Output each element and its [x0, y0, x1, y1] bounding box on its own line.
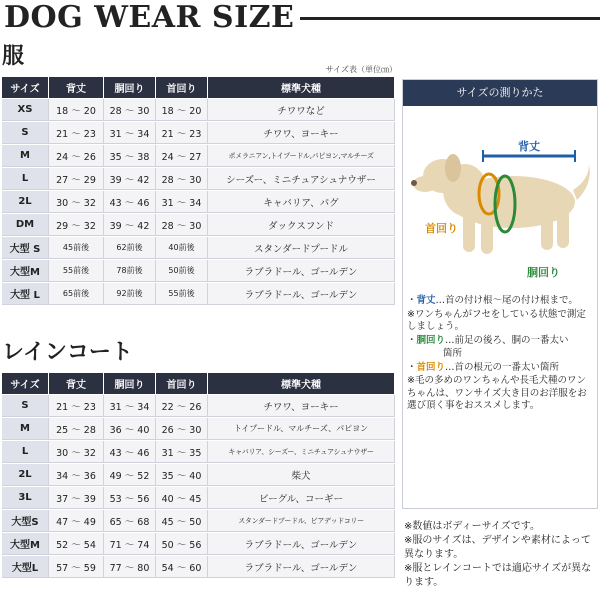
table-cell: 71 ～ 74	[104, 533, 156, 555]
size-cell: S	[2, 122, 49, 144]
table-row	[2, 533, 395, 555]
size-cell: DM	[2, 214, 49, 236]
breed-cell: 柴犬	[208, 464, 395, 486]
back-length-label: 背丈	[518, 140, 540, 153]
table-cell: 28 ～ 30	[156, 168, 208, 190]
back-note: ・背丈…首の付け根～尾の付け根まで。	[407, 295, 578, 306]
size-cell: L	[2, 441, 49, 463]
neck-text: …首の根元の一番太い箇所	[445, 361, 560, 373]
dog-illustration	[403, 110, 599, 310]
column-header: 胴回り	[104, 77, 156, 98]
table-cell: 35 ～ 38	[104, 145, 156, 167]
size-cell: 大型M	[2, 260, 49, 282]
table-cell: 22 ～ 26	[156, 395, 208, 417]
size-cell: M	[2, 418, 49, 440]
table-row	[2, 237, 395, 259]
back-text: …首の付け根～尾の付け根まで。	[435, 295, 578, 306]
measurement-notes	[407, 295, 595, 414]
table-row	[2, 99, 395, 121]
table-cell: 43 ～ 46	[104, 191, 156, 213]
table-row	[2, 145, 395, 167]
table-cell: 25 ～ 28	[49, 418, 104, 440]
table-row	[2, 418, 395, 440]
table-cell: 52 ～ 54	[49, 533, 104, 555]
table-cell: 31 ～ 34	[156, 191, 208, 213]
table-cell: 65前後	[49, 283, 104, 305]
breed-cell: スタンダードプードル、ビアデッドコリー	[208, 510, 395, 532]
size-cell: 2L	[2, 464, 49, 486]
size-cell: L	[2, 168, 49, 190]
title-rule	[300, 17, 600, 20]
body-note-continued: 箇所	[443, 348, 463, 359]
measurement-guide-panel	[402, 79, 598, 509]
table-cell: 50前後	[156, 260, 208, 282]
page-title: DOG WEAR SIZE	[4, 0, 295, 35]
breed-cell: ポメラニアン,トイプードル,パピヨン,マルチーズ	[208, 145, 395, 167]
body-note: ・胴回り…前足の後ろ、胴の一番太い	[407, 334, 569, 346]
table-cell: 65 ～ 68	[104, 510, 156, 532]
table-cell: 92前後	[104, 283, 156, 305]
table-cell: 47 ～ 49	[49, 510, 104, 532]
size-cell: 大型M	[2, 533, 49, 555]
breed-cell: シーズー、ミニチュアシュナウザー	[208, 168, 395, 190]
size-cell: XS	[2, 99, 49, 121]
raincoat-section-title: レインコート	[2, 340, 133, 365]
table-cell: 27 ～ 29	[49, 168, 104, 190]
column-header: 背丈	[49, 373, 104, 394]
column-header: サイズ	[2, 77, 49, 98]
breed-cell: ビーグル、コーギー	[208, 487, 395, 509]
measurement-guide-header: サイズの測りかた	[403, 80, 597, 106]
size-cell: 大型S	[2, 510, 49, 532]
table-cell: 21 ～ 23	[49, 395, 104, 417]
breed-cell: ダックスフンド	[208, 214, 395, 236]
breed-cell: スタンダードプードル	[208, 237, 395, 259]
table-cell: 45前後	[49, 237, 104, 259]
table-header-row	[2, 373, 395, 394]
clothes-section-title: 服	[2, 44, 25, 69]
table-cell: 77 ～ 80	[104, 556, 156, 578]
unit-note: サイズ表（単位㎝）	[325, 65, 397, 74]
size-cell: 大型 S	[2, 237, 49, 259]
column-header: 胴回り	[104, 373, 156, 394]
table-row	[2, 283, 395, 305]
size-cell: 3L	[2, 487, 49, 509]
back-extra-note: ※ワンちゃんがフセをしている状態で測定しましょう。	[407, 308, 586, 332]
table-row	[2, 556, 395, 578]
table-cell: 24 ～ 26	[49, 145, 104, 167]
table-cell: 30 ～ 32	[49, 191, 104, 213]
breed-cell: チワワ、ヨーキー	[208, 395, 395, 417]
table-row	[2, 168, 395, 190]
dog-silhouette	[411, 154, 590, 254]
table-row	[2, 441, 395, 463]
column-header: サイズ	[2, 373, 49, 394]
table-cell: 29 ～ 32	[49, 214, 104, 236]
table-row	[2, 122, 395, 144]
table-row	[2, 464, 395, 486]
table-cell: 43 ～ 46	[104, 441, 156, 463]
table-cell: 21 ～ 23	[49, 122, 104, 144]
breed-cell: ラブラドール、ゴールデン	[208, 260, 395, 282]
breed-cell: キャバリア、シーズー、ミニチュアシュナウザー	[208, 441, 395, 463]
table-cell: 24 ～ 27	[156, 145, 208, 167]
column-header: 背丈	[49, 77, 104, 98]
breed-cell: キャバリア、パグ	[208, 191, 395, 213]
breed-cell: ラブラドール、ゴールデン	[208, 283, 395, 305]
table-cell: 39 ～ 42	[104, 168, 156, 190]
table-cell: 31 ～ 34	[104, 122, 156, 144]
table-cell: 53 ～ 56	[104, 487, 156, 509]
table-cell: 55前後	[156, 283, 208, 305]
footnote: ※数値はボディーサイズです。	[404, 521, 540, 532]
back-term: 背丈	[416, 295, 436, 306]
table-row	[2, 214, 395, 236]
table-cell: 28 ～ 30	[156, 214, 208, 236]
table-cell: 45 ～ 50	[156, 510, 208, 532]
table-cell: 30 ～ 32	[49, 441, 104, 463]
raincoat-size-table	[2, 372, 395, 579]
table-cell: 26 ～ 30	[156, 418, 208, 440]
breed-cell: ラブラドール、ゴールデン	[208, 533, 395, 555]
table-header-row	[2, 77, 395, 98]
neck-girth-label: 首回り	[425, 222, 458, 235]
body-girth-label: 胴回り	[527, 266, 560, 279]
neck-note: ・首回り…首の根元の一番太い箇所	[407, 361, 560, 373]
table-cell: 40 ～ 45	[156, 487, 208, 509]
long-hair-note: ※毛の多めのワンちゃんや長毛犬種のワンちゃんは、ワンサイズ大き目のお洋服をお選び頂く事をおススメします。	[407, 375, 587, 411]
table-cell: 35 ～ 40	[156, 464, 208, 486]
clothes-size-table	[2, 76, 395, 306]
neck-term: 首回り	[416, 361, 446, 373]
table-cell: 62前後	[104, 237, 156, 259]
table-cell: 55前後	[49, 260, 104, 282]
table-cell: 50 ～ 56	[156, 533, 208, 555]
column-header: 標準犬種	[208, 77, 395, 98]
table-cell: 28 ～ 30	[104, 99, 156, 121]
body-term: 胴回り	[416, 334, 446, 346]
table-cell: 36 ～ 40	[104, 418, 156, 440]
table-cell: 21 ～ 23	[156, 122, 208, 144]
size-cell: 大型L	[2, 556, 49, 578]
table-row	[2, 510, 395, 532]
table-cell: 57 ～ 59	[49, 556, 104, 578]
table-cell: 18 ～ 20	[49, 99, 104, 121]
back-length-indicator	[483, 139, 575, 162]
table-cell: 39 ～ 42	[104, 214, 156, 236]
table-cell: 31 ～ 34	[104, 395, 156, 417]
footnote: ※服とレインコートでは適応サイズが異なります。	[404, 563, 592, 588]
footnotes	[404, 520, 598, 590]
table-cell: 18 ～ 20	[156, 99, 208, 121]
table-cell: 54 ～ 60	[156, 556, 208, 578]
footnote: ※服のサイズは、デザインや素材によって異なります。	[404, 535, 591, 560]
table-row	[2, 395, 395, 417]
table-row	[2, 191, 395, 213]
table-cell: 78前後	[104, 260, 156, 282]
size-cell: 大型 L	[2, 283, 49, 305]
column-header: 標準犬種	[208, 373, 395, 394]
table-row	[2, 487, 395, 509]
size-cell: 2L	[2, 191, 49, 213]
table-cell: 37 ～ 39	[49, 487, 104, 509]
size-cell: S	[2, 395, 49, 417]
table-cell: 49 ～ 52	[104, 464, 156, 486]
column-header: 首回り	[156, 77, 208, 98]
table-cell: 31 ～ 35	[156, 441, 208, 463]
table-cell: 34 ～ 36	[49, 464, 104, 486]
table-row	[2, 260, 395, 282]
table-cell: 40前後	[156, 237, 208, 259]
size-cell: M	[2, 145, 49, 167]
column-header: 首回り	[156, 373, 208, 394]
breed-cell: チワワなど	[208, 99, 395, 121]
body-text: …前足の後ろ、胴の一番太い	[445, 334, 569, 346]
breed-cell: ラブラドール、ゴールデン	[208, 556, 395, 578]
breed-cell: トイプードル、マルチーズ、パピヨン	[208, 418, 395, 440]
breed-cell: チワワ、ヨーキー	[208, 122, 395, 144]
